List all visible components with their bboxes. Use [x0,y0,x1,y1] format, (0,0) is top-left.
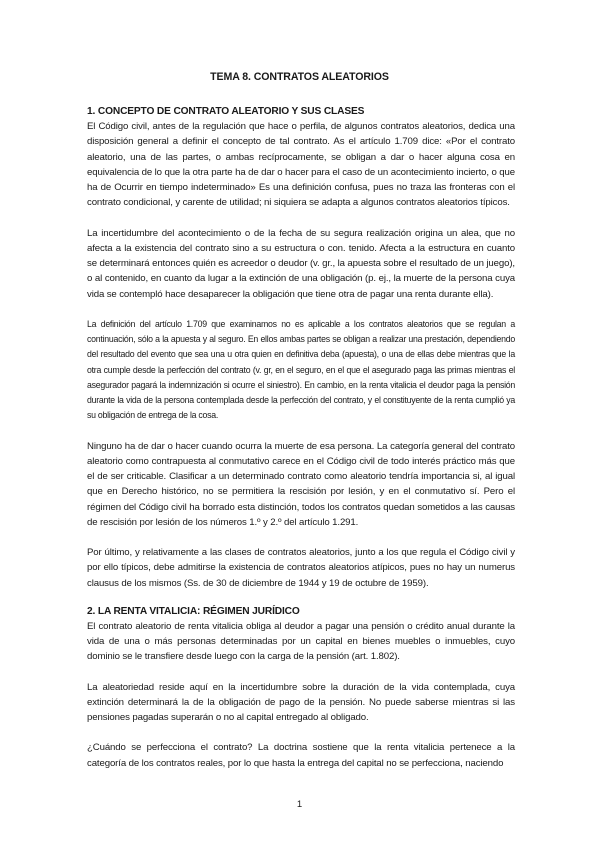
paragraph-spacer [87,302,515,317]
section-1-paragraph-4: Ninguno ha de dar o hacer cuando ocurra la muerte de esa persona. La categoría general del contrato aleatorio como contrapuesta al conmutativo carece en el Código civil de todo interés práctico más que el de ser criticable. Clasificar a un determinado contrato como aleatorio tendría importancia si, al igual que en Derecho histórico, no se permitiera la rescisión por lesión, y en el conmutativo sí. Pero el régimen del Código civil ha borrado esta distinción, todos los contratos quedan sometidos a las causas de rescisión por lesión de los números 1.º y 2.º del artículo 1.291. [87,440,515,528]
document-body [87,104,515,771]
paragraph-spacer [87,530,515,545]
paragraph-spacer [87,424,515,439]
paragraph-spacer [87,725,515,740]
section-1-paragraph-1: El Código civil, antes de la regulación que hace o perfila, de algunos contratos aleatorios, dedica una disposición general a definir el concepto de tal contrato. As el artículo 1.709 dice: «Por el contrato aleatorio, una de las partes, o ambas recíprocamente, se obligan a dar o hacer alguna cosa en equivalencia de lo que la otra parte ha de dar o hacer para el caso de un acontecimiento incierto, o que ha de Ocurrir en tiempo indeterminado» Es una definición confusa, pues no traza las fronteras con el contrato condicional, y carente de utilidad; ni siquiera se adapta a algunos contratos aleatorios típicos. [87,121,515,209]
section-1-heading: 1. CONCEPTO DE CONTRATO ALEATORIO Y SUS CLASES [87,106,365,117]
paragraph-spacer [87,591,515,604]
section-2-paragraph-1: El contrato aleatorio de renta vitalicia obliga al deudor a pagar una pensión o crédito anual durante la vida de una o más personas determinadas por un capital en bienes muebles o inmuebles, cuyo dominio se le transfiere desde luego con la carga de la pensión (art. 1.802). [87,620,515,663]
paragraph-spacer [87,211,515,226]
section-1-paragraph-5: Por último, y relativamente a las clases de contratos aleatorios, junto a los que regula el Código civil y por ello típicos, debe admitirse la existencia de contratos aleatorios atípicos, pues no hay un numerus clausus de los mismos (Ss. de 30 de diciembre de 1944 y 19 de octubre de 1959). [87,547,515,589]
section-1-paragraph-2: La incertidumbre del acontecimiento o de la fecha de su segura realización origina un alea, que no afecta a la existencia del contrato sino a su estructura o con. tenido. Afecta a la estructura en cuanto se determinará entonces quién es acreedor o deudor (v. gr., la apuesta sobre el resultado de un juego), o al contenido, en cuanto da lugar a la extinción de una obligación (p. ej., la muerte de la persona cuya vida se contempló hace desaparecer la obligación que tiene otra de pagar una renta durante ella). [87,227,515,300]
paragraph-spacer [87,665,515,680]
section-1-paragraph-3: La definición del artículo 1.709 que examinamos no es aplicable a los contratos aleatorios que se regulan a continuación, sólo a la apuesta y al seguro. En ellos ambas partes se obligan a realizar una prestación, dependiendo del resultado del evento que sea una u otra quien en definitiva deba (apuesta), o una de ellas debe mientras que la otra cumple desde la perfección del contrato (v. gr, en el seguro, en el que el asegurado paga las primas mientras el asegurador pagará la indemnización si ocurre el siniestro). En cambio, en la renta vitalicia el deudor paga la pensión durante la vida de la persona contemplada desde la perfección del contrato, y el constituyente de la renta cumplió ya su obligación de entrega de la cosa. [87,318,515,421]
section-2-paragraph-3: ¿Cuándo se perfecciona el contrato? La doctrina sostiene que la renta vitalicia pertenece a la categoría de los contratos reales, por lo que hasta la entrega del capital no se perfecciona, naciendo [87,742,515,769]
document-title: TEMA 8. CONTRATOS ALEATORIOS [210,71,389,83]
section-2-heading: 2. LA RENTA VITALICIA: RÉGIMEN JURÍDICO [87,605,300,617]
page-number: 1 [296,799,303,810]
section-2-paragraph-2: La aleatoriedad reside aquí en la incertidumbre sobre la duración de la vida contemplada, cuya extinción determinará la de la obligación de pago de la pensión. No puede saberse mientras si las pensiones pagadas superarán o no al capital entregado al obligado. [87,681,515,723]
